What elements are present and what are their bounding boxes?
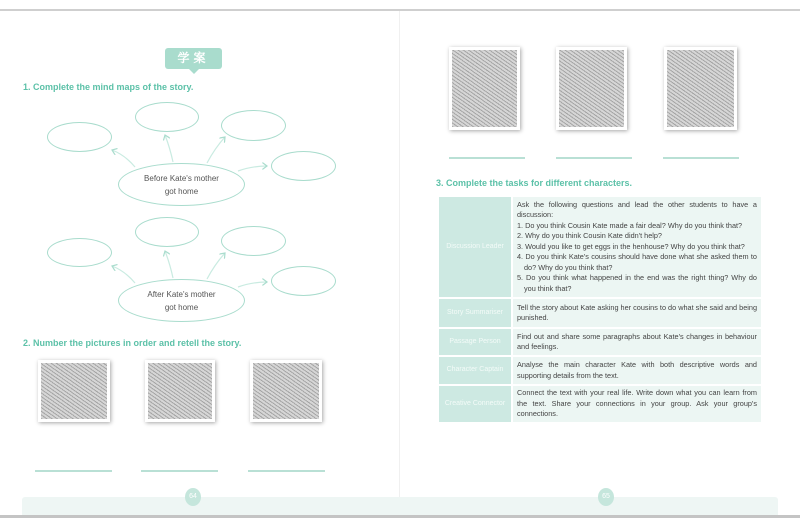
mindmap-blank-bubble[interactable] bbox=[135, 217, 199, 247]
mindmap-center-label: Before Kate's mother got home bbox=[144, 173, 219, 196]
table-row bbox=[438, 298, 762, 328]
task-cell: Connect the text with your real life. Write down what you can learn from the text. Share your connections in your group. Ask your group's connections. bbox=[512, 385, 762, 423]
answer-line[interactable] bbox=[663, 157, 739, 159]
section3-heading: 3. Complete the tasks for different characters. bbox=[436, 178, 633, 188]
task-question: 4. Do you think Kate's cousins should have done what she asked them to do? Why do you think that? bbox=[517, 252, 757, 272]
role-cell: Passage Person bbox=[438, 328, 512, 356]
story-picture bbox=[250, 360, 322, 422]
task-cell: Find out and share some paragraphs about Kate's changes in behaviour and feelings. bbox=[512, 328, 762, 356]
task-text: Ask the following questions and lead the other students to have a discussion: bbox=[517, 199, 757, 220]
mindmap-blank-bubble[interactable] bbox=[271, 151, 336, 181]
table-row bbox=[438, 356, 762, 385]
table-row bbox=[438, 385, 762, 423]
mindmap-blank-bubble[interactable] bbox=[47, 238, 112, 267]
answer-line[interactable] bbox=[35, 470, 112, 472]
role-cell: Character Captain bbox=[438, 356, 512, 385]
answer-line[interactable] bbox=[141, 470, 218, 472]
section2-heading: 2. Number the pictures in order and retell the story. bbox=[23, 338, 242, 348]
mindmap-center-label: After Kate's mother got home bbox=[147, 289, 216, 312]
task-question: 1. Do you think Cousin Kate made a fair deal? Why do you think that? bbox=[517, 220, 743, 230]
story-picture bbox=[449, 47, 520, 130]
role-cell: Creative Connector bbox=[438, 385, 512, 423]
story-picture bbox=[664, 47, 737, 130]
bottom-border bbox=[0, 515, 800, 518]
mindmap-center-before bbox=[118, 163, 245, 206]
table-row bbox=[438, 196, 762, 298]
mindmap-center-after bbox=[118, 279, 245, 322]
section1-heading: 1. Complete the mind maps of the story. bbox=[23, 82, 194, 92]
study-plan-tab: 学案 bbox=[165, 48, 222, 69]
answer-line[interactable] bbox=[248, 470, 325, 472]
role-cell: Discussion Leader bbox=[438, 196, 512, 298]
task-question: 2. Why do you think Cousin Kate didn't help? bbox=[517, 231, 662, 241]
answer-line[interactable] bbox=[449, 157, 525, 159]
mindmap-blank-bubble[interactable] bbox=[135, 102, 199, 132]
task-cell bbox=[512, 196, 762, 298]
role-cell: Story Summariser bbox=[438, 298, 512, 328]
story-picture bbox=[38, 360, 110, 422]
page-footer-band bbox=[22, 497, 778, 516]
character-tasks-table bbox=[437, 195, 763, 424]
task-cell: Tell the story about Kate asking her cousins to do what she said and being punished. bbox=[512, 298, 762, 328]
answer-line[interactable] bbox=[556, 157, 632, 159]
task-cell: Analyse the main character Kate with both descriptive words and supporting details from the text. bbox=[512, 356, 762, 385]
story-picture bbox=[145, 360, 215, 422]
page-number-right: 65 bbox=[598, 488, 614, 506]
mindmap-blank-bubble[interactable] bbox=[221, 226, 286, 256]
mindmap-blank-bubble[interactable] bbox=[47, 122, 112, 152]
mindmap-blank-bubble[interactable] bbox=[221, 110, 286, 141]
story-picture bbox=[556, 47, 627, 130]
task-question: 3. Would you like to get eggs in the henhouse? Why do you think that? bbox=[517, 241, 745, 251]
page-number-left: 64 bbox=[185, 488, 201, 506]
mindmap-blank-bubble[interactable] bbox=[271, 266, 336, 296]
task-question: 5. Do you think what happened in the end was the right thing? Why do you think that? bbox=[517, 273, 757, 293]
table-row bbox=[438, 328, 762, 356]
